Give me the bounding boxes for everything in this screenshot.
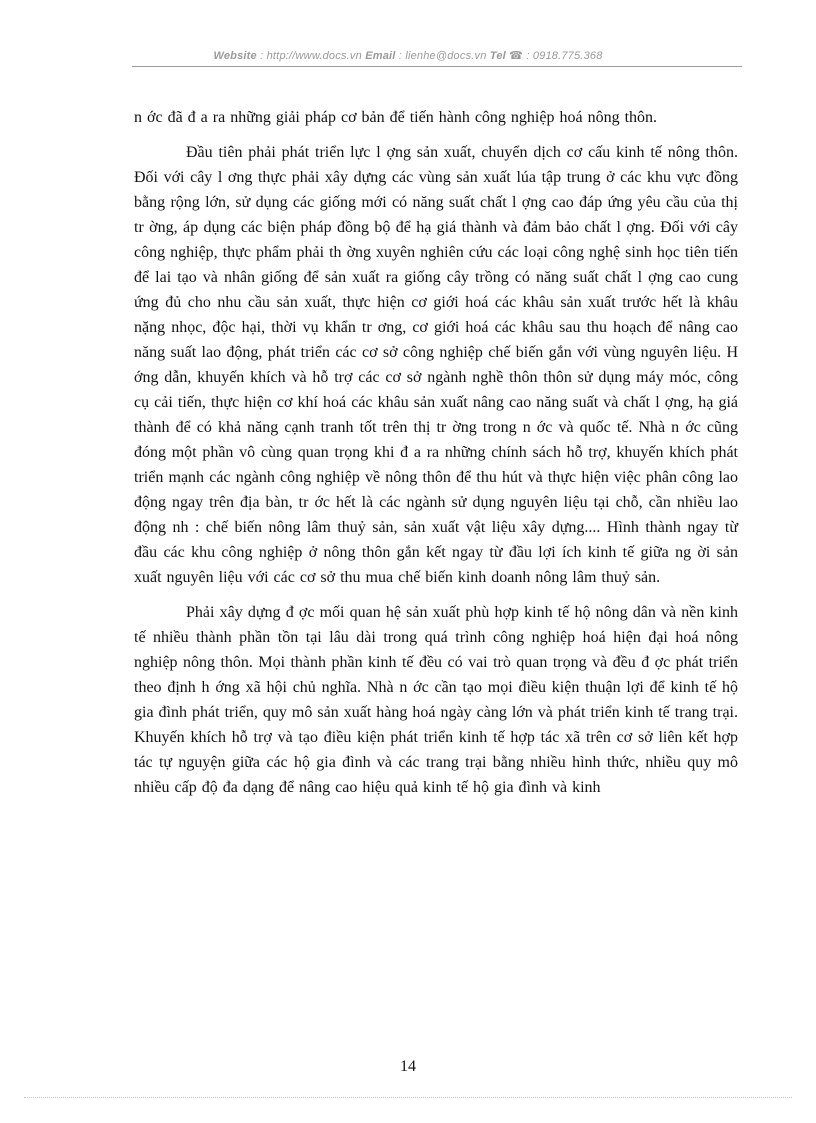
footer-divider — [24, 1097, 792, 1098]
email-label: Email — [365, 50, 396, 62]
website-label: Website — [213, 50, 257, 62]
paragraph-production-relations: Phải xây dựng đ ợc mối quan hệ sản xuất phù hợp kinh tế hộ nông dân và nền kinh tế nhiều thành phần tồn tại lâu dài trong quá trình công nghiệp hoá hiện đại hoá nông nghiệp nông thôn. Mọi thành phần kinh tế đều có vai trò quan trọng và đều đ ợc phát triển theo định h ớng xã hội chủ nghĩa. Nhà n ớc cần tạo mọi điều kiện thuận lợi để kinh tế hộ gia đình phát triển, quy mô sản xuất hàng hoá ngày càng lớn và phát triển kinh tế trang trại. Khuyến khích hỗ trợ và tạo điều kiện phát triển kinh tế hợp tác xã trên cơ sở liên kết hợp tác tự nguyện giữa các hộ gia đình và các trang trại bằng nhiều hình thức, nhiều quy mô nhiều cấp độ đa dạng để nâng cao hiệu quả kinh tế hộ gia đình và kinh — [134, 604, 738, 796]
paragraph-productive-forces: Đầu tiên phải phát triển lực l ợng sản xuất, chuyển dịch cơ cấu kinh tế nông thôn. Đối với cây l ơng thực phải xây dựng các vùng sản xuất lúa tập trung ở các khu vực đồng bằng rộng lớn, sử dụng các giống mới có năng suất chất l ợng cao đáp ứng yêu cầu của thị tr ờng, áp dụng các biện pháp đồng bộ để hạ giá thành và đảm bảo chất l ợng. Đối với cây công nghiệp, thực phẩm phải th ờng xuyên nghiên cứu các loại công nghệ sinh học tiên tiến để lai tạo và nhân giống để sản xuất ra giống cây trồng có năng suất chất l ợng cao cung ứng đủ cho nhu cầu sản xuất, thực hiện cơ giới hoá các khâu sản xuất trước hết là khâu nặng nhọc, độc hại, thời vụ khẩn tr ơng, cơ giới hoá các khâu sau thu hoạch để nâng cao năng suất lao động, phát triển các cơ sở công nghiệp chế biến gắn với vùng nguyên liệu. H ớng dẫn, khuyến khích và hỗ trợ các cơ sở ngành nghề thôn thôn sử dụng máy móc, công cụ cải tiến, thực hiện cơ khí hoá các khâu sản xuất nâng cao năng suất và chất l ợng, hạ giá thành để có khả năng cạnh tranh tốt trên thị tr ờng trong n ớc và quốc tế. Nhà n ớc cũng đóng một phần vô cùng quan trọng khi đ a ra những chính sách hỗ trợ, khuyến khích phát triển mạnh các ngành công nghiệp về nông thôn để thu hút và thực hiện việc phân công lao động ngay trên địa bàn, tr ớc hết là các ngành sử dụng nguyên liệu tại chỗ, cần nhiều lao động nh : chế biến nông lâm thuỷ sản, sản xuất vật liệu xây dựng.... Hình thành ngay từ đầu các khu công nghiệp ở nông thôn gắn kết ngay từ đầu lợi ích kinh tế giữa ng ời sản xuất nguyên liệu với các cơ sở thu mua chế biến kinh doanh nông lâm thuỷ sản. — [134, 144, 738, 586]
website-value: : http://www.docs.vn — [256, 50, 366, 62]
paragraph-continuation: n ớc đã đ a ra những giải pháp cơ bản để tiến hành công nghiệp hoá nông thôn. — [134, 109, 658, 126]
header-divider — [132, 66, 742, 67]
tel-value: ☎ : 0918.775.368 — [505, 50, 603, 62]
tel-label: Tel — [489, 50, 506, 62]
document-body — [134, 105, 738, 800]
page-number: 14 — [400, 1058, 416, 1075]
email-value: : lienhe@docs.vn — [395, 50, 490, 62]
page-header — [0, 49, 816, 62]
